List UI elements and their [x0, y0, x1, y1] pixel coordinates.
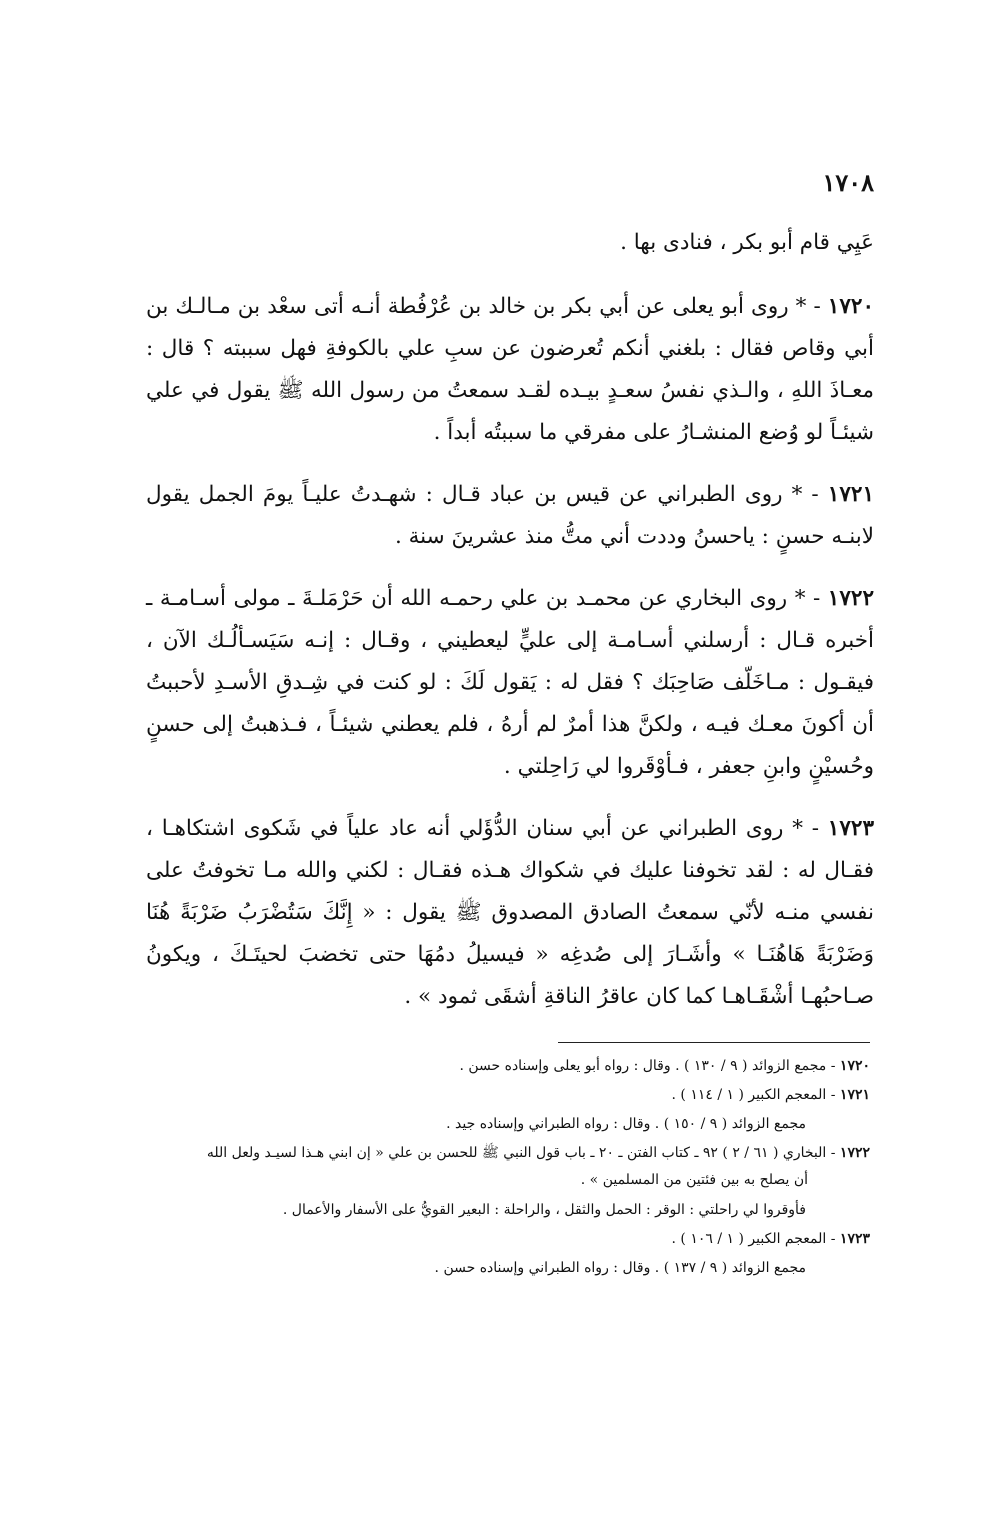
- footnote-continuation: [144, 1168, 870, 1192]
- footnote-text: مجمع الزوائد ( ٩ / ١٥٠ ) . وقال : رواه الطبراني وإسناده جيد .: [446, 1116, 806, 1132]
- entry-text: - * روى البخاري عن محمـد بن علي رحمـه الله أن حَرْمَلـةَ ـ مولى أسـامـة ـ أخبره قـال : أرسلني أسـامـة إلى عليٍّ ليعطيني ، وقـال : إنـه سَيَسـألُـك الآن ، فيقـول : مـاخَلّف صَاحِبَك ؟ فقل له : يَقول لَكَ : لو كنت في شِـدقِ الأسـدِ لأحببتُ أن أكونَ معـك فيـه ، ولكنَّ هذا أمرٌ لم أرهُ ، فلم يعطني شيئـاً ، فـذهبتُ إلى حسنٍ وحُسيْنٍ وابنِ جعفر ، فـأوْقَروا لي رَاحِلتي .: [146, 586, 874, 779]
- footnotes: [144, 1052, 870, 1283]
- footnote-text: فأوقروا لي راحلتي : الوقر : الحمل والثقل ، والراحلة : البعير القويُّ على الأسفار والأعمال .: [282, 1202, 806, 1218]
- footnote-number: ١٧٢٢: [839, 1145, 870, 1161]
- footnote-text: - البخاري ( ٦١ / ٢ ) ٩٢ ـ كتاب الفتن ـ ٢٠ ـ باب قول النبي ﷺ للحسن بن علي « إن ابني هـذا لسيـد ولعل الله: [206, 1145, 836, 1161]
- footnote: [144, 1254, 870, 1283]
- footnote: [144, 1225, 870, 1254]
- entry-number: ١٧٢٢: [827, 586, 874, 611]
- hadith-entry-1720: [146, 286, 874, 454]
- footnote-text: أن يصلح به بين فئتين من المسلمين » .: [580, 1172, 808, 1188]
- page-number: ١٧٠٨: [822, 168, 874, 197]
- entry-text: - * روى أبو يعلى عن أبي بكر بن خالد بن عُرْفُطة أنـه أتى سعْد بن مـالـك بن أبي وقاص فقال : بلغني أنكم تُعرضون عن سبِ علي بالكوفةِ فهل سببته ؟ قال : معـاذَ اللهِ ، والـذي نفسُ سعـدٍ بيـده لقـد سمعتُ من رسول الله ﷺ يقول في علي شيئـاً لو وُضع المنشـارُ على مفرقي ما سببتُه أبداً .: [146, 294, 874, 445]
- entry-number: ١٧٢٠: [827, 294, 874, 319]
- entry-text: - * روى الطبراني عن قيس بن عباد قـال : شهـدتُ عليـاً يومَ الجمل يقول لابنـه حسنٍ : ياحسنُ وددت أني متُّ منذ عشرينَ سنة .: [146, 482, 874, 549]
- footnote-number: ١٧٢٣: [839, 1231, 870, 1247]
- footnote-number: ١٧٢٠: [839, 1058, 870, 1074]
- entry-text: - * روى الطبراني عن أبي سنان الدُّؤَلي أنه عاد علياً في شَكوى اشتكاهـا ، فقـال له : لقد تخوفنا عليك في شكواك هـذه فقـال : لكني والله مـا تخوفتُ على نفسي منـه لأنّي سمعتُ الصادق المصدوق ﷺ يقول : « إِنَّكَ سَتُضْرَبُ ضَرْبَةً هُنَا وَضَرْبَةً هَاهُنَـا » وأشَـارَ إلى صُدغِه « فيسيلُ دمُهَا حتى تخضبَ لحيتَـكَ ، ويكونُ صـاحبُهـا أشْقَـاهـا كما كان عاقرُ الناقةِ أشقَى ثمود » .: [146, 816, 874, 1009]
- hadith-entry-1721: [146, 474, 874, 558]
- footnote-divider: [558, 1042, 870, 1043]
- footnote: [144, 1052, 870, 1081]
- footnote-number: ١٧٢١: [839, 1087, 870, 1103]
- footnote: [144, 1139, 870, 1168]
- footnote-text: مجمع الزوائد ( ٩ / ١٣٧ ) . وقال : رواه الطبراني وإسناده حسن .: [434, 1260, 806, 1276]
- footnote-text: - مجمع الزوائد ( ٩ / ١٣٠ ) . وقال : رواه أبو يعلى وإسناده حسن .: [459, 1058, 836, 1074]
- footnote-text: - المعجم الكبير ( ١ / ١١٤ ) .: [671, 1087, 836, 1103]
- hadith-entry-1722: [146, 578, 874, 788]
- opening-line: عَيِي قام أبو بكر ، فنادى بها .: [620, 230, 874, 255]
- entry-number: ١٧٢١: [827, 482, 874, 507]
- footnote: [144, 1081, 870, 1110]
- footnote: [144, 1196, 870, 1225]
- hadith-entry-1723: [146, 808, 874, 1018]
- footnote: [144, 1110, 870, 1139]
- entry-number: ١٧٢٣: [827, 816, 874, 841]
- footnote-text: - المعجم الكبير ( ١ / ١٠٦ ) .: [671, 1231, 836, 1247]
- main-text: [146, 222, 874, 1038]
